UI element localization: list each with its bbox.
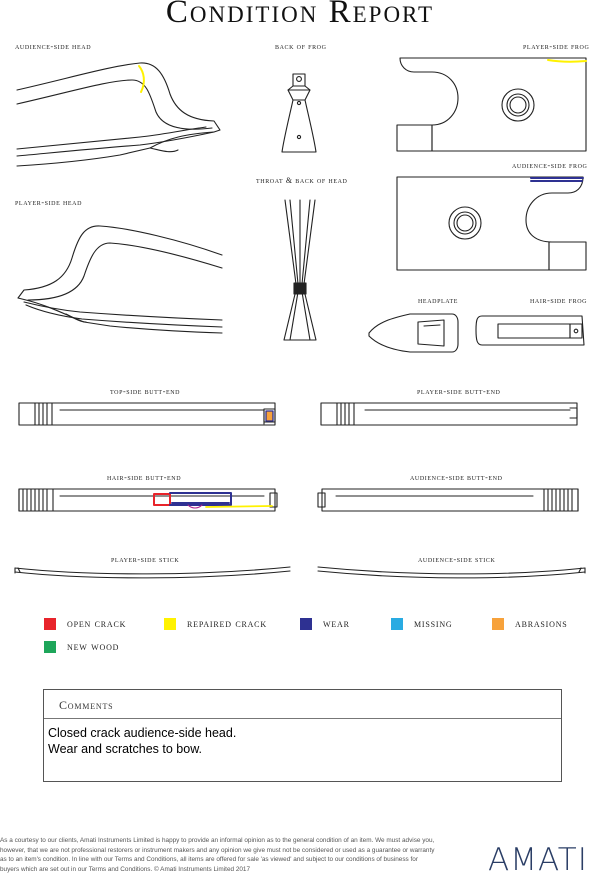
legend-item-repaired-crack [164, 618, 267, 630]
legend-swatch [300, 618, 312, 630]
player-side-butt-end-drawing [321, 403, 577, 425]
label-hair-side-frog: hair-side frog [530, 296, 588, 305]
label-player-side-stick: player-side stick [111, 555, 180, 564]
legend-swatch [492, 618, 504, 630]
label-audience-side-frog: audience-side frog [512, 161, 588, 170]
comments-box [43, 689, 562, 782]
top-side-butt-end-drawing [19, 403, 275, 425]
label-player-side-head: player-side head [15, 198, 83, 207]
page-title: Condition Report [165, 0, 435, 30]
legend-swatch [164, 618, 176, 630]
hair-side-butt-end-drawing [19, 489, 277, 511]
wear-mark-audience-frog [531, 178, 583, 181]
label-headplate: headplate [418, 296, 459, 305]
label-audience-side-head: audience-side head [15, 42, 92, 51]
repaired-crack-mark-hair-butt [206, 506, 272, 507]
legend-swatch [44, 618, 56, 630]
player-side-head-drawing [18, 226, 222, 333]
audience-side-stick-drawing [318, 567, 585, 578]
throat-back-of-head-drawing [284, 200, 316, 340]
wear-mark-hair-butt [170, 493, 231, 505]
label-back-of-frog: back of frog [275, 42, 327, 51]
label-player-side-frog: player-side frog [523, 42, 590, 51]
label-player-side-butt-end: player-side butt-end [417, 387, 501, 396]
label-hair-side-butt-end: hair-side butt-end [107, 473, 182, 482]
player-side-frog-drawing [397, 58, 586, 151]
legend-label: abrasions [515, 618, 568, 630]
comment-line: Closed crack audience-side head. [48, 726, 237, 740]
headplate-drawing [369, 314, 458, 352]
audience-side-butt-end-drawing [318, 489, 578, 511]
disclaimer-text: As a courtesy to our clients, Amati Instruments Limited is happy to provide an informal opinion as to the general condition of an item. We must advise you, however, that we are not professional restorers or instrument makers and any opinion we give must not be considered or used as a guarantee or warranty as to an item's condition. In line with our Terms and Conditions, all items are offered for sale 'as viewed' and subject to our conditions of business for buyers which are set out in our Terms and Conditions. © Amati Instruments Limited 2017 [0, 837, 435, 873]
legend-item-new-wood [44, 641, 119, 653]
legend-label: new wood [67, 641, 120, 653]
player-side-stick-drawing [15, 567, 290, 578]
comments-heading: Comments [44, 690, 561, 719]
abrasion-mark-top-butt [266, 411, 273, 421]
legend-swatch [44, 641, 56, 653]
legend-label: missing [414, 618, 453, 630]
label-audience-side-stick: audience-side stick [418, 555, 496, 564]
legend-item-wear [300, 618, 350, 630]
legend-label: repaired crack [187, 618, 267, 630]
legend-item-missing [391, 618, 453, 630]
repaired-crack-mark-frog [548, 60, 586, 62]
legend-item-open-crack [44, 618, 126, 630]
audience-side-frog-drawing [397, 177, 586, 270]
back-of-frog-drawing [282, 74, 316, 152]
label-throat-back-of-head: throat & back of head [256, 176, 348, 185]
amati-logo: AMATI [488, 842, 588, 878]
label-audience-side-butt-end: audience-side butt-end [410, 473, 503, 482]
label-top-side-butt-end: top-side butt-end [110, 387, 181, 396]
hair-side-frog-drawing [476, 316, 584, 345]
legend-label: open crack [67, 618, 127, 630]
legend-item-abrasions [492, 618, 568, 630]
repaired-crack-mark-head [139, 66, 144, 92]
legend-label: wear [323, 618, 350, 630]
legend-swatch [391, 618, 403, 630]
audience-side-head-drawing [17, 63, 220, 166]
comment-line: Wear and scratches to bow. [48, 742, 203, 756]
comments-body [44, 719, 561, 757]
